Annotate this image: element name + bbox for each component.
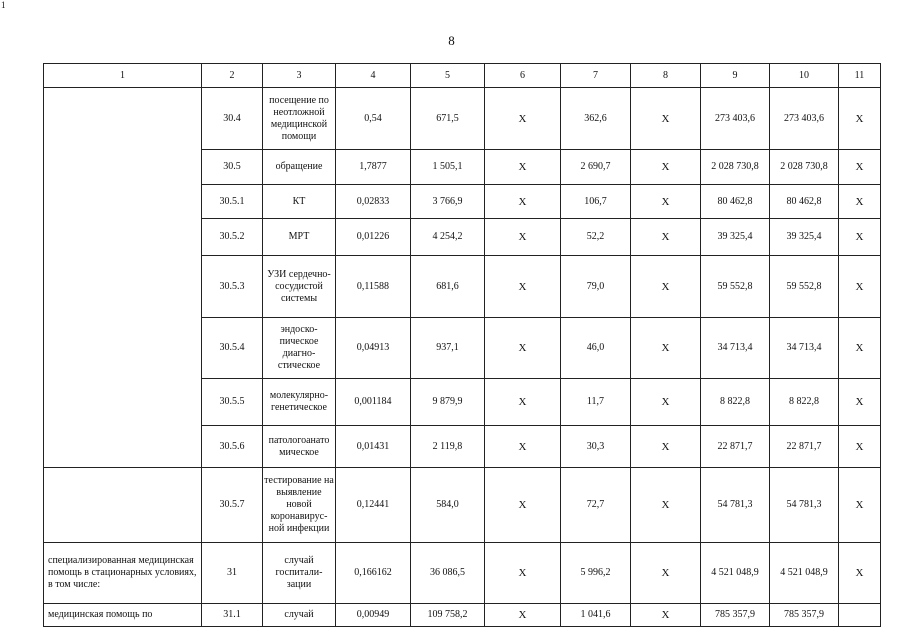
row-code: 30.5.5 bbox=[202, 379, 263, 426]
cell-col7: 1 041,6 bbox=[561, 604, 631, 627]
row-unit: УЗИ сердечно-сосудистой системы bbox=[263, 256, 336, 318]
cell-col5: 1 505,1 bbox=[411, 150, 485, 185]
table-row bbox=[44, 543, 881, 604]
cell-col11: X bbox=[839, 88, 881, 150]
cell-col11: X bbox=[839, 379, 881, 426]
row-code: 30.5.6 bbox=[202, 426, 263, 468]
cell-col5: 9 879,9 bbox=[411, 379, 485, 426]
cell-col7: 106,7 bbox=[561, 185, 631, 219]
row-code: 30.5.7 bbox=[202, 468, 263, 543]
header-cell: 10 bbox=[770, 64, 839, 88]
cell-col5: 4 254,2 bbox=[411, 219, 485, 256]
row-code: 31 bbox=[202, 543, 263, 604]
cell-col4: 0,00949 bbox=[336, 604, 411, 627]
corner-mark: 1 bbox=[1, 0, 6, 10]
header-cell: 8 bbox=[631, 64, 701, 88]
header-cell: 4 bbox=[336, 64, 411, 88]
cell-col10: 273 403,6 bbox=[770, 88, 839, 150]
cell-col5: 36 086,5 bbox=[411, 543, 485, 604]
cell-col10: 22 871,7 bbox=[770, 426, 839, 468]
row-name-cell bbox=[44, 88, 202, 468]
cell-col4: 0,11588 bbox=[336, 256, 411, 318]
cell-col10: 80 462,8 bbox=[770, 185, 839, 219]
cell-col10: 59 552,8 bbox=[770, 256, 839, 318]
cell-col8: X bbox=[631, 426, 701, 468]
cell-col9: 785 357,9 bbox=[701, 604, 770, 627]
cell-col11: X bbox=[839, 256, 881, 318]
cell-col11: X bbox=[839, 219, 881, 256]
cell-col9: 39 325,4 bbox=[701, 219, 770, 256]
cell-col11: X bbox=[839, 426, 881, 468]
header-cell: 2 bbox=[202, 64, 263, 88]
cell-col11 bbox=[839, 604, 881, 627]
row-code: 30.5.4 bbox=[202, 318, 263, 379]
cell-col4: 0,12441 bbox=[336, 468, 411, 543]
row-unit: молекулярно-генетическое bbox=[263, 379, 336, 426]
table-row bbox=[44, 604, 881, 627]
cell-col10: 785 357,9 bbox=[770, 604, 839, 627]
header-cell: 7 bbox=[561, 64, 631, 88]
header-cell: 11 bbox=[839, 64, 881, 88]
cell-col6: X bbox=[485, 426, 561, 468]
cell-col5: 109 758,2 bbox=[411, 604, 485, 627]
cell-col9: 2 028 730,8 bbox=[701, 150, 770, 185]
cell-col9: 80 462,8 bbox=[701, 185, 770, 219]
header-cell: 3 bbox=[263, 64, 336, 88]
row-name-cell bbox=[44, 468, 202, 543]
row-unit: тестирование на выявление новой коронавирус-ной инфекции bbox=[263, 468, 336, 543]
cell-col7: 362,6 bbox=[561, 88, 631, 150]
cell-col10: 8 822,8 bbox=[770, 379, 839, 426]
table-row bbox=[44, 88, 881, 150]
cell-col8: X bbox=[631, 150, 701, 185]
cell-col7: 52,2 bbox=[561, 219, 631, 256]
cell-col9: 8 822,8 bbox=[701, 379, 770, 426]
cell-col8: X bbox=[631, 379, 701, 426]
cell-col8: X bbox=[631, 219, 701, 256]
cell-col6: X bbox=[485, 604, 561, 627]
row-unit: случай госпитали-зации bbox=[263, 543, 336, 604]
cell-col5: 937,1 bbox=[411, 318, 485, 379]
row-unit: случай bbox=[263, 604, 336, 627]
cell-col9: 4 521 048,9 bbox=[701, 543, 770, 604]
header-cell: 6 bbox=[485, 64, 561, 88]
row-unit: обращение bbox=[263, 150, 336, 185]
cell-col6: X bbox=[485, 219, 561, 256]
cell-col5: 584,0 bbox=[411, 468, 485, 543]
cell-col4: 0,01431 bbox=[336, 426, 411, 468]
row-unit: посещение по неотложной медицинской помощи bbox=[263, 88, 336, 150]
cell-col9: 273 403,6 bbox=[701, 88, 770, 150]
table-header-row bbox=[44, 64, 881, 88]
cell-col7: 72,7 bbox=[561, 468, 631, 543]
cell-col10: 39 325,4 bbox=[770, 219, 839, 256]
page-number: 8 bbox=[448, 33, 455, 48]
cell-col6: X bbox=[485, 543, 561, 604]
cell-col10: 2 028 730,8 bbox=[770, 150, 839, 185]
cell-col4: 0,01226 bbox=[336, 219, 411, 256]
cell-col6: X bbox=[485, 185, 561, 219]
cell-col4: 1,7877 bbox=[336, 150, 411, 185]
row-code: 30.5.3 bbox=[202, 256, 263, 318]
row-unit: патологоанато мическое bbox=[263, 426, 336, 468]
row-unit: МРТ bbox=[263, 219, 336, 256]
cell-col7: 2 690,7 bbox=[561, 150, 631, 185]
row-code: 30.5.2 bbox=[202, 219, 263, 256]
cell-col5: 681,6 bbox=[411, 256, 485, 318]
cell-col11: X bbox=[839, 318, 881, 379]
cell-col10: 54 781,3 bbox=[770, 468, 839, 543]
cell-col11: X bbox=[839, 543, 881, 604]
row-code: 30.5 bbox=[202, 150, 263, 185]
header-cell: 9 bbox=[701, 64, 770, 88]
cell-col6: X bbox=[485, 318, 561, 379]
cell-col10: 4 521 048,9 bbox=[770, 543, 839, 604]
cell-col4: 0,001184 bbox=[336, 379, 411, 426]
cell-col7: 79,0 bbox=[561, 256, 631, 318]
cell-col6: X bbox=[485, 88, 561, 150]
cell-col9: 59 552,8 bbox=[701, 256, 770, 318]
cell-col4: 0,54 bbox=[336, 88, 411, 150]
cell-col10: 34 713,4 bbox=[770, 318, 839, 379]
cell-col8: X bbox=[631, 256, 701, 318]
row-name-cell: медицинская помощь по bbox=[44, 604, 202, 627]
cell-col7: 11,7 bbox=[561, 379, 631, 426]
row-unit: КТ bbox=[263, 185, 336, 219]
cell-col6: X bbox=[485, 256, 561, 318]
table-row bbox=[44, 468, 881, 543]
cell-col6: X bbox=[485, 468, 561, 543]
cell-col9: 22 871,7 bbox=[701, 426, 770, 468]
cell-col8: X bbox=[631, 604, 701, 627]
row-code: 30.4 bbox=[202, 88, 263, 150]
cell-col8: X bbox=[631, 88, 701, 150]
header-cell: 1 bbox=[44, 64, 202, 88]
cell-col7: 5 996,2 bbox=[561, 543, 631, 604]
cell-col11: X bbox=[839, 150, 881, 185]
cell-col5: 671,5 bbox=[411, 88, 485, 150]
cell-col9: 54 781,3 bbox=[701, 468, 770, 543]
cell-col7: 46,0 bbox=[561, 318, 631, 379]
cell-col4: 0,02833 bbox=[336, 185, 411, 219]
cell-col11: X bbox=[839, 185, 881, 219]
row-name-cell: специализированная медицинская помощь в стационарных условиях, в том числе: bbox=[44, 543, 202, 604]
cell-col7: 30,3 bbox=[561, 426, 631, 468]
cell-col4: 0,04913 bbox=[336, 318, 411, 379]
cell-col6: X bbox=[485, 379, 561, 426]
cell-col6: X bbox=[485, 150, 561, 185]
cell-col5: 2 119,8 bbox=[411, 426, 485, 468]
cell-col8: X bbox=[631, 543, 701, 604]
row-code: 31.1 bbox=[202, 604, 263, 627]
data-table bbox=[43, 63, 881, 627]
cell-col8: X bbox=[631, 318, 701, 379]
row-code: 30.5.1 bbox=[202, 185, 263, 219]
row-unit: эндоско-пическое диагно-стическое bbox=[263, 318, 336, 379]
cell-col4: 0,166162 bbox=[336, 543, 411, 604]
cell-col5: 3 766,9 bbox=[411, 185, 485, 219]
header-cell: 5 bbox=[411, 64, 485, 88]
cell-col8: X bbox=[631, 185, 701, 219]
cell-col9: 34 713,4 bbox=[701, 318, 770, 379]
cell-col8: X bbox=[631, 468, 701, 543]
cell-col11: X bbox=[839, 468, 881, 543]
